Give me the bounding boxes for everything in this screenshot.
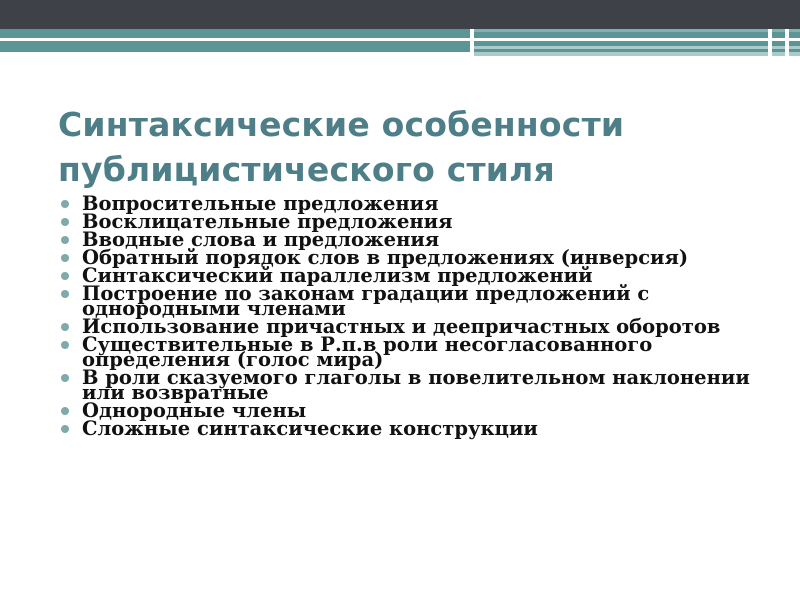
bullet-icon — [61, 218, 69, 226]
list-item — [60, 366, 760, 404]
bullet-icon — [61, 425, 69, 433]
list-item-text: Вводные слова и предложения — [82, 228, 440, 251]
list-item-text: Вопросительные предложения — [82, 192, 439, 215]
bullet-icon — [61, 200, 69, 208]
list-item-text: В роли сказуемого глаголы в повелительном наклонении или возвратные — [82, 366, 750, 404]
bullet-icon — [61, 374, 69, 382]
list-item — [60, 264, 760, 287]
list-item — [60, 192, 760, 215]
list-item — [60, 333, 760, 371]
header-deco-divider — [768, 29, 772, 58]
header-deco-divider — [470, 29, 474, 58]
list-item-text: Использование причастных и деепричастных оборотов — [82, 315, 721, 338]
list-item-text: Однородные члены — [82, 399, 307, 422]
header-decoration — [470, 0, 800, 58]
bullet-icon — [61, 254, 69, 262]
list-item — [60, 282, 760, 320]
bullet-icon — [61, 236, 69, 244]
slide-title — [58, 102, 758, 192]
list-item-text: Синтаксический параллелизм предложений — [82, 264, 593, 287]
list-item-text: Существительные в Р.п.в роли несогласованного определения (голос мира) — [82, 333, 653, 371]
list-item-text: Восклицательные предложения — [82, 210, 453, 233]
bullet-icon — [61, 323, 69, 331]
header-deco-stripe — [470, 52, 800, 56]
bullet-list — [60, 192, 760, 440]
slide-title-line: Синтаксические особенности — [58, 105, 625, 144]
header-deco-stripe — [470, 46, 800, 49]
bullet-icon — [61, 272, 69, 280]
bullet-icon — [61, 290, 69, 298]
list-item — [60, 417, 760, 440]
header-deco-divider — [785, 29, 789, 58]
list-item-text: Обратный порядок слов в предложениях (инверсия) — [82, 246, 689, 269]
list-item-text: Сложные синтаксические конструкции — [82, 417, 538, 440]
bullet-icon — [61, 407, 69, 415]
bullet-icon — [61, 341, 69, 349]
list-item-text: Построение по законам градации предложений с однородными членами — [82, 282, 650, 320]
list-item — [60, 228, 760, 251]
list-item — [60, 399, 760, 422]
slide-title-line: публицистического стиля — [58, 150, 555, 189]
list-item — [60, 210, 760, 233]
list-item — [60, 315, 760, 338]
header-deco-stripe — [470, 29, 800, 32]
list-item — [60, 246, 760, 269]
